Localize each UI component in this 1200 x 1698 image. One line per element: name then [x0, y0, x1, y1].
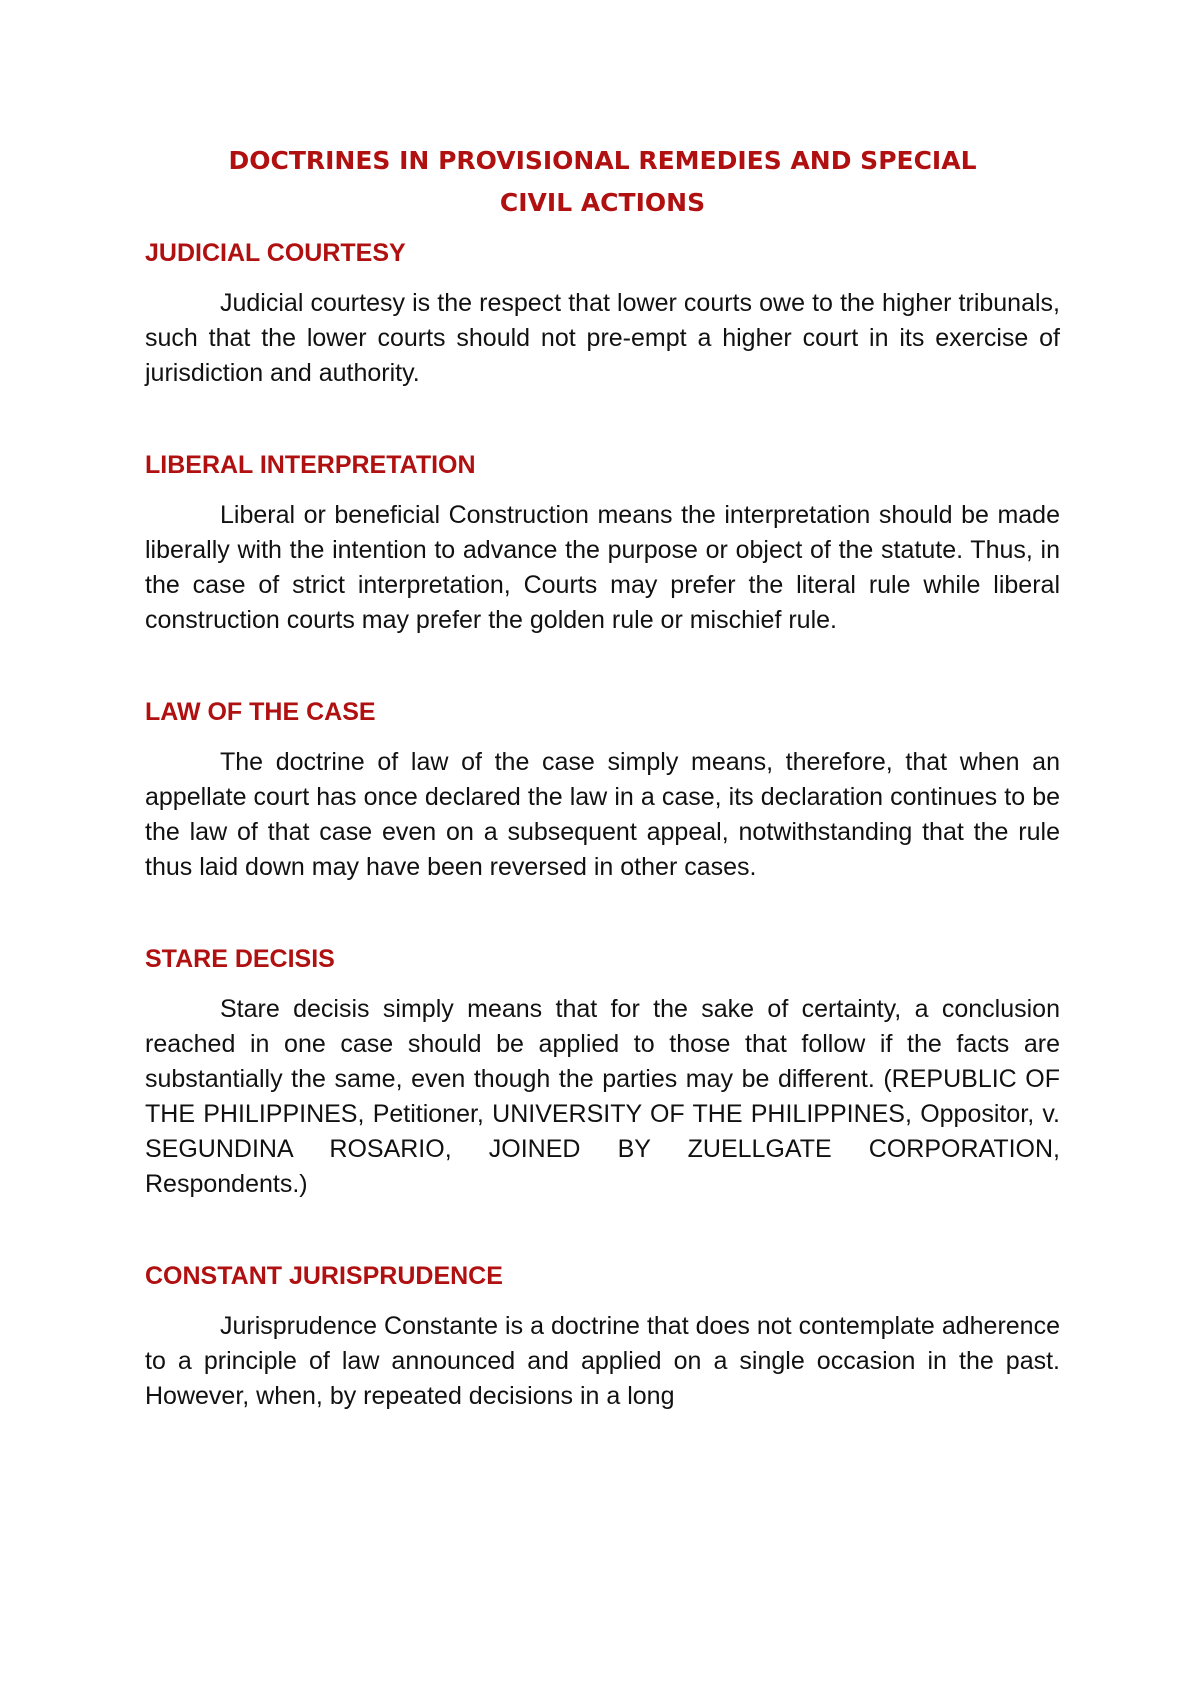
section-heading: JUDICIAL COURTESY — [145, 239, 406, 267]
section-body: Judicial courtesy is the respect that lower courts owe to the higher tribunals, such that the lower courts should not pre-empt a higher court in its exercise of jurisdiction and authority. — [145, 289, 1060, 387]
document-title-line-2: CIVIL ACTIONS — [499, 188, 706, 217]
section-body: Stare decisis simply means that for the sake of certainty, a conclusion reached in one case should be applied to those that follow if the facts are substantially the same, even though the parties may be different. (REPUBLIC OF THE PHILIPPINES, Petitioner, UNIVERSITY OF THE PHILIPPINES, Oppositor, v. SEGUNDINA ROSARIO, JOINED BY ZUELLGATE CORPORATION, Respondents.) — [145, 995, 1060, 1198]
section-law-of-the-case — [145, 695, 1060, 885]
section-constant-jurisprudence — [145, 1259, 1060, 1414]
section-liberal-interpretation — [145, 448, 1060, 638]
section-body: Jurisprudence Constante is a doctrine that does not contemplate adherence to a principle of law announced and applied on a single occasion in the past. However, when, by repeated decisions in a long — [145, 1312, 1060, 1410]
document-title — [145, 140, 1060, 224]
document-title-line-1: DOCTRINES IN PROVISIONAL REMEDIES AND SPECIAL — [228, 146, 977, 175]
document-page — [145, 140, 1060, 1414]
section-body: The doctrine of law of the case simply means, therefore, that when an appellate court has once declared the law in a case, its declaration continues to be the law of that case even on a subsequent appeal, notwithstanding that the rule thus laid down may have been reversed in other cases. — [145, 748, 1060, 881]
section-heading: STARE DECISIS — [145, 945, 335, 973]
section-heading: LAW OF THE CASE — [145, 698, 376, 726]
section-stare-decisis — [145, 942, 1060, 1202]
section-judicial-courtesy — [145, 236, 1060, 391]
section-heading: CONSTANT JURISPRUDENCE — [145, 1262, 503, 1290]
section-body: Liberal or beneficial Construction means the interpretation should be made liberally with the intention to advance the purpose or object of the statute. Thus, in the case of strict interpretation, Courts may prefer the literal rule while liberal construction courts may prefer the golden rule or mischief rule. — [145, 501, 1060, 634]
section-heading: LIBERAL INTERPRETATION — [145, 451, 476, 479]
